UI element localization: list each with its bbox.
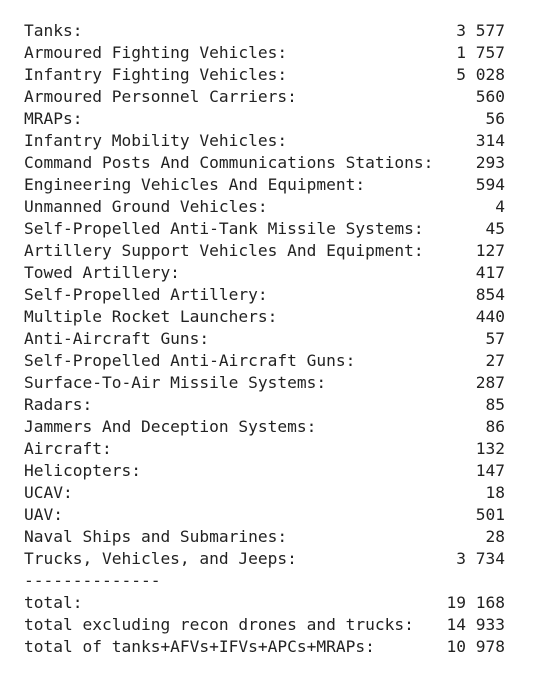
- item-value: 1 757: [456, 43, 505, 62]
- list-item: [24, 196, 505, 218]
- list-item: [24, 438, 505, 460]
- item-label: Aircraft:: [24, 439, 112, 458]
- total-label: total excluding recon drones and trucks:: [24, 615, 414, 634]
- item-label: Self-Propelled Anti-Tank Missile Systems:: [24, 219, 424, 238]
- list-item: [24, 482, 505, 504]
- item-value: 293: [475, 153, 505, 172]
- list-item: [24, 372, 505, 394]
- item-label: Naval Ships and Submarines:: [24, 527, 288, 546]
- item-value: 4: [495, 197, 505, 216]
- item-value: 594: [475, 175, 505, 194]
- item-value: 287: [475, 373, 505, 392]
- item-label: Trucks, Vehicles, and Jeeps:: [24, 549, 297, 568]
- item-value: 314: [475, 131, 505, 150]
- item-value: 3 734: [456, 549, 505, 568]
- list-item: [24, 152, 505, 174]
- item-label: Armoured Fighting Vehicles:: [24, 43, 288, 62]
- list-item: [24, 416, 505, 438]
- item-value: 501: [475, 505, 505, 524]
- item-label: UCAV:: [24, 483, 73, 502]
- total-value: 10 978: [446, 637, 505, 656]
- item-value: 57: [485, 329, 505, 348]
- list-item: [24, 130, 505, 152]
- list-item: [24, 174, 505, 196]
- item-value: 560: [475, 87, 505, 106]
- item-value: 3 577: [456, 21, 505, 40]
- item-label: Unmanned Ground Vehicles:: [24, 197, 268, 216]
- list-item: [24, 526, 505, 548]
- item-label: Anti-Aircraft Guns:: [24, 329, 210, 348]
- item-value: 28: [485, 527, 505, 546]
- total-excluding-row: [24, 614, 505, 636]
- item-label: Engineering Vehicles And Equipment:: [24, 175, 366, 194]
- item-value: 86: [485, 417, 505, 436]
- list-item: [24, 460, 505, 482]
- item-label: Armoured Personnel Carriers:: [24, 87, 297, 106]
- item-label: Multiple Rocket Launchers:: [24, 307, 278, 326]
- total-label: total:: [24, 593, 83, 612]
- item-label: Radars:: [24, 395, 93, 414]
- item-label: Self-Propelled Anti-Aircraft Guns:: [24, 351, 356, 370]
- item-value: 147: [475, 461, 505, 480]
- list-item: [24, 42, 505, 64]
- total-value: 19 168: [446, 593, 505, 612]
- list-item: [24, 64, 505, 86]
- total-value: 14 933: [446, 615, 505, 634]
- list-item: [24, 350, 505, 372]
- item-label: UAV:: [24, 505, 63, 524]
- list-item: [24, 394, 505, 416]
- list-item: [24, 284, 505, 306]
- item-label: Towed Artillery:: [24, 263, 180, 282]
- item-label: Helicopters:: [24, 461, 141, 480]
- equipment-losses-list: [24, 20, 505, 658]
- item-value: 440: [475, 307, 505, 326]
- item-label: Jammers And Deception Systems:: [24, 417, 317, 436]
- total-row: [24, 592, 505, 614]
- item-value: 56: [485, 109, 505, 128]
- item-label: Surface-To-Air Missile Systems:: [24, 373, 327, 392]
- item-label: MRAPs:: [24, 109, 83, 128]
- item-value: 85: [485, 395, 505, 414]
- list-item: [24, 306, 505, 328]
- list-item: [24, 328, 505, 350]
- item-value: 45: [485, 219, 505, 238]
- total-armour-row: [24, 636, 505, 658]
- item-value: 27: [485, 351, 505, 370]
- list-item: [24, 86, 505, 108]
- item-value: 127: [475, 241, 505, 260]
- list-item: [24, 262, 505, 284]
- item-label: Tanks:: [24, 21, 83, 40]
- item-label: Command Posts And Communications Stations:: [24, 153, 434, 172]
- item-label: Infantry Fighting Vehicles:: [24, 65, 288, 84]
- item-value: 132: [475, 439, 505, 458]
- item-label: Artillery Support Vehicles And Equipment:: [24, 241, 424, 260]
- list-item: [24, 20, 505, 42]
- item-label: Infantry Mobility Vehicles:: [24, 131, 288, 150]
- total-label: total of tanks+AFVs+IFVs+APCs+MRAPs:: [24, 637, 375, 656]
- list-item: [24, 108, 505, 130]
- item-label: Self-Propelled Artillery:: [24, 285, 268, 304]
- item-value: 5 028: [456, 65, 505, 84]
- item-value: 417: [475, 263, 505, 282]
- list-item: [24, 218, 505, 240]
- list-item: [24, 504, 505, 526]
- list-item: [24, 240, 505, 262]
- item-value: 854: [475, 285, 505, 304]
- totals-divider: --------------: [24, 571, 161, 590]
- list-item: [24, 548, 505, 570]
- item-value: 18: [485, 483, 505, 502]
